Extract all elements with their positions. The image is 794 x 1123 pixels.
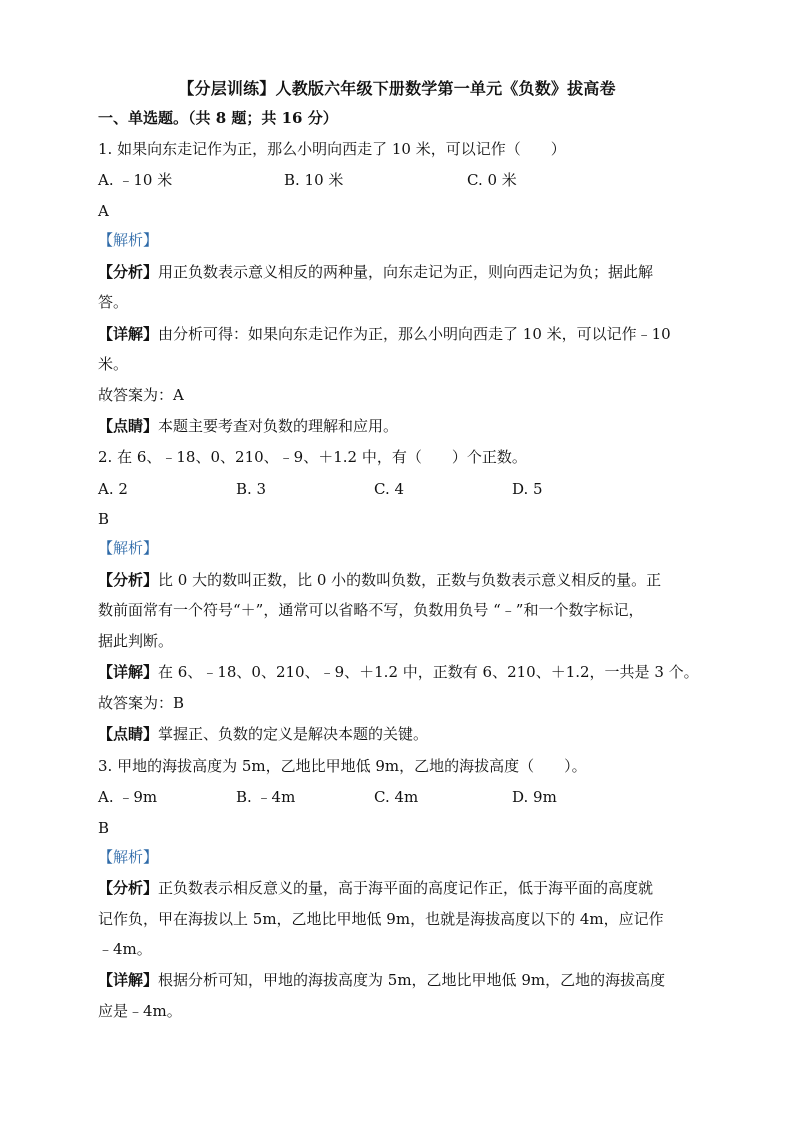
q3-analysis-cont: 记作负，甲在海拔以上 5m，乙地比甲地低 9m，也就是海拔高度以下的 4m，应记作	[98, 910, 664, 928]
q1-analysis-cont: 答。	[98, 293, 129, 311]
q1-detail-cont: 米。	[98, 355, 129, 373]
q1-option-b: B. 10 米	[284, 171, 344, 189]
q3-option-b: B. ﹣4m	[236, 788, 296, 806]
q2-option-c: C. 4	[374, 480, 405, 498]
question-3-stem: 3. 甲地的海拔高度为 5m，乙地比甲地低 9m，乙地的海拔高度（ ）。	[98, 757, 587, 775]
q3-analysis-tag: 【分析】	[98, 879, 159, 897]
q1-jiexi-label: 【解析】	[98, 231, 159, 249]
q1-option-a: A. ﹣10 米	[98, 171, 173, 189]
document-title: 【分层训练】人教版六年级下册数学第一单元《负数》拔高卷	[178, 79, 616, 98]
q1-option-c: C. 0 米	[467, 171, 517, 189]
q1-analysis	[98, 262, 698, 282]
q2-analysis-text: 比 0 大的数叫正数，比 0 小的数叫负数，正数与负数表示意义相反的量。正	[158, 571, 662, 589]
q1-detail	[98, 324, 698, 344]
q3-analysis-text: 正负数表示相反意义的量，高于海平面的高度记作正，低于海平面的高度就	[158, 879, 654, 897]
q2-point-text: 掌握正、负数的定义是解决本题的关键。	[158, 725, 429, 743]
q2-detail-tag: 【详解】	[98, 663, 159, 681]
section-heading: 一、单选题。（共 8 题；共 16 分）	[98, 109, 338, 127]
q2-detail	[98, 662, 698, 682]
q2-option-b: B. 3	[236, 480, 267, 498]
q3-detail-text: 根据分析可知，甲地的海拔高度为 5m，乙地比甲地低 9m，乙地的海拔高度	[158, 971, 666, 989]
q2-answer: B	[98, 510, 110, 528]
q2-jiexi-label: 【解析】	[98, 539, 159, 557]
q2-final-answer: 故答案为：B	[98, 694, 185, 712]
q3-option-c: C. 4m	[374, 788, 419, 806]
q2-option-a: A. 2	[98, 480, 128, 498]
q2-point-tag: 【点睛】	[98, 725, 159, 743]
q1-detail-text: 由分析可得：如果向东走记作为正，那么小明向西走了 10 米，可以记作﹣10	[158, 325, 671, 343]
q2-analysis-cont: 数前面常有一个符号“＋”，通常可以省略不写，负数用负号 “﹣”和一个数字标记，	[98, 601, 644, 619]
q3-detail-cont: 应是﹣4m。	[98, 1002, 182, 1020]
q2-option-d: D. 5	[512, 480, 543, 498]
q2-analysis-cont2: 据此判断。	[98, 632, 174, 650]
q3-detail	[98, 970, 698, 990]
q3-option-a: A. ﹣9m	[98, 788, 158, 806]
q1-analysis-text: 用正负数表示意义相反的两种量，向东走记为正，则向西走记为负；据此解	[158, 263, 654, 281]
question-1-stem: 1. 如果向东走记作为正，那么小明向西走了 10 米，可以记作（ ）	[98, 140, 566, 158]
q1-point	[98, 416, 698, 436]
q3-answer: B	[98, 819, 110, 837]
q3-option-d: D. 9m	[512, 788, 557, 806]
q3-jiexi-label: 【解析】	[98, 848, 159, 866]
q1-analysis-tag: 【分析】	[98, 263, 159, 281]
q3-detail-tag: 【详解】	[98, 971, 159, 989]
q2-analysis-tag: 【分析】	[98, 571, 159, 589]
q1-detail-tag: 【详解】	[98, 325, 159, 343]
q2-detail-text: 在 6、﹣18、0、210、﹣9、＋1.2 中，正数有 6、210、＋1.2，一共是 3 个。	[158, 663, 699, 681]
question-2-stem: 2. 在 6、﹣18、0、210、﹣9、＋1.2 中，有（ ）个正数。	[98, 448, 527, 466]
q1-point-tag: 【点睛】	[98, 417, 159, 435]
q3-analysis-cont2: ﹣4m。	[98, 940, 152, 958]
q1-answer: A	[98, 202, 109, 220]
q3-analysis	[98, 878, 698, 898]
q2-point	[98, 724, 698, 744]
q1-point-text: 本题主要考查对负数的理解和应用。	[158, 417, 399, 435]
q1-final-answer: 故答案为：A	[98, 386, 184, 404]
q2-analysis	[98, 570, 698, 590]
